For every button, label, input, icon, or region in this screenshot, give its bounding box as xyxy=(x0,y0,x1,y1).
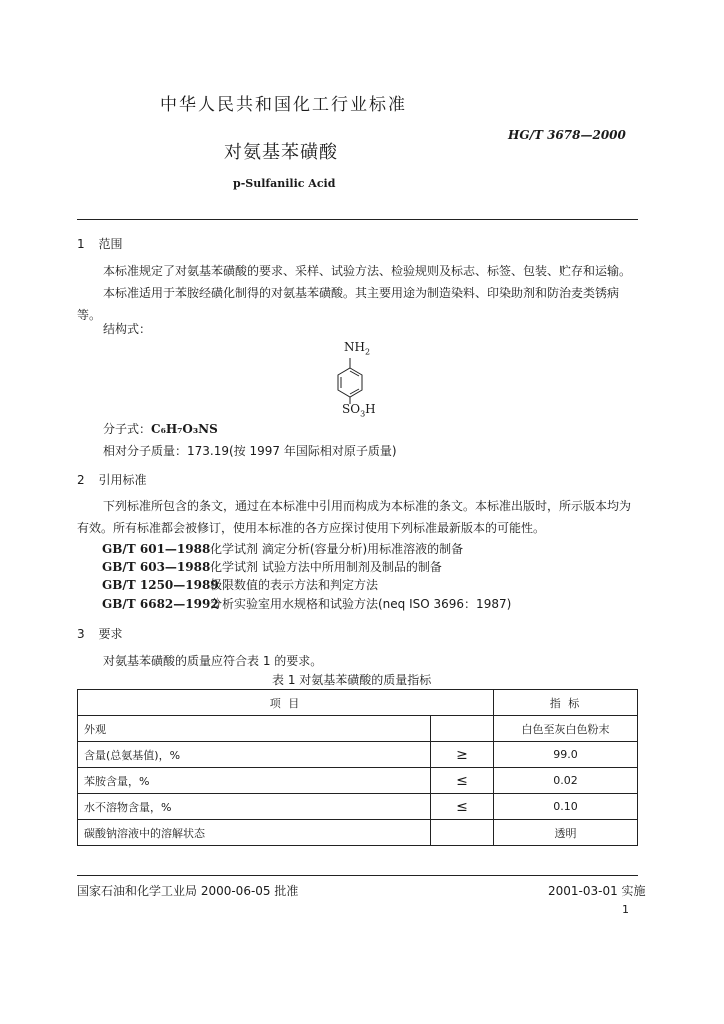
quality-table xyxy=(77,689,638,846)
table-cell-symbol: ≤ xyxy=(431,768,494,794)
table-cell-value: 白色至灰白色粉末 xyxy=(494,716,638,742)
reference-item xyxy=(102,576,378,593)
page-number: 1 xyxy=(622,903,629,916)
section3-title: 要求 xyxy=(98,627,123,641)
section2-para: 下列标准所包含的条文，通过在本标准中引用而构成为本标准的条文。本标准出版时，所示版本均为有效。所有标准都会被修订，使用本标准的各方应探讨使用下列标准最新版本的可能性。 xyxy=(77,499,632,535)
footer-rule xyxy=(77,875,638,876)
section3-number: 3 xyxy=(77,627,85,641)
section3-para: 对氨基苯磺酸的质量应符合表 1 的要求。 xyxy=(103,654,323,668)
reference-title: 化学试剂 试验方法中所用制剂及制品的制备 xyxy=(210,560,442,574)
table-cell-value: 透明 xyxy=(494,820,638,846)
document-title-en: p-Sulfanilic Acid xyxy=(233,177,336,190)
section3-heading xyxy=(77,625,122,642)
table-caption: 表 1 对氨基苯磺酸的质量指标 xyxy=(272,673,432,687)
section2-title: 引用标准 xyxy=(98,473,147,487)
header-rule xyxy=(77,219,638,220)
table-header-row xyxy=(78,690,638,716)
table-row xyxy=(78,742,638,768)
reference-item xyxy=(102,558,442,575)
table-cell-value: 0.10 xyxy=(494,794,638,820)
reference-title: 极限数值的表示方法和判定方法 xyxy=(210,578,379,592)
table-cell-item: 外观 xyxy=(78,716,431,742)
table-cell-item: 含量(总氨基值)，% xyxy=(78,742,431,768)
table-cell-item: 水不溶物含量，% xyxy=(78,794,431,820)
section2-number: 2 xyxy=(77,473,85,487)
section1-number: 1 xyxy=(77,237,85,251)
structural-formula xyxy=(336,340,386,420)
amino-group-subscript: 2 xyxy=(364,347,371,357)
table-header-item: 项 目 xyxy=(78,690,494,716)
sulfonic-group-subscript: 3 xyxy=(360,409,366,419)
table-cell-symbol xyxy=(431,716,494,742)
section1-para1: 本标准规定了对氨基苯磺酸的要求、采样、试验方法、检验规则及标志、标签、包装、贮存和运输。 xyxy=(103,264,632,278)
molecular-formula-line xyxy=(103,420,218,437)
document-title-cn: 对氨基苯磺酸 xyxy=(224,142,338,163)
sulfonic-group-tail: H xyxy=(365,402,376,416)
reference-title: 分析实验室用水规格和试验方法(neq ISO 3696：1987) xyxy=(210,597,512,611)
table-cell-symbol xyxy=(431,820,494,846)
table-row xyxy=(78,716,638,742)
reference-code: GB/T 603—1988 xyxy=(102,560,211,574)
table-header-value: 指 标 xyxy=(494,690,638,716)
table-cell-item: 碳酸钠溶液中的溶解状态 xyxy=(78,820,431,846)
section2-heading xyxy=(77,471,146,488)
table-cell-symbol: ≤ xyxy=(431,794,494,820)
reference-code: GB/T 601—1988 xyxy=(102,542,211,556)
section1-title: 范围 xyxy=(98,237,123,251)
implementation-date: 2001-03-01 实施 xyxy=(548,884,646,898)
section1-para2: 本标准适用于苯胺经磺化制得的对氨基苯磺酸。其主要用途为制造染料、印染助剂和防治麦类锈病等。 xyxy=(77,286,620,322)
reference-code: GB/T 6682—1992 xyxy=(102,597,219,611)
standard-org-title: 中华人民共和国化工行业标准 xyxy=(160,95,407,115)
section1-heading xyxy=(77,235,122,252)
sulfonic-group-label xyxy=(342,402,376,418)
table-cell-item: 苯胺含量，% xyxy=(78,768,431,794)
sulfonic-group-text: SO xyxy=(342,402,361,416)
table-cell-value: 99.0 xyxy=(494,742,638,768)
reference-code: GB/T 1250—1989 xyxy=(102,578,219,592)
formula-label: 分子式： xyxy=(103,422,152,436)
table-row xyxy=(78,768,638,794)
reference-item xyxy=(102,595,511,612)
structure-label: 结构式： xyxy=(103,322,152,336)
table-cell-symbol: ≥ xyxy=(431,742,494,768)
amino-group-text: NH xyxy=(344,340,365,354)
reference-item xyxy=(102,540,463,557)
approval-note: 国家石油和化学工业局 2000-06-05 批准 xyxy=(77,884,299,898)
standard-number: HG/T 3678—2000 xyxy=(508,128,626,142)
table-row xyxy=(78,820,638,846)
table-cell-value: 0.02 xyxy=(494,768,638,794)
molecular-formula: C₆H₇O₃NS xyxy=(151,422,218,436)
reference-title: 化学试剂 滴定分析(容量分析)用标准溶液的制备 xyxy=(210,542,464,556)
table-row xyxy=(78,794,638,820)
molecular-mass: 相对分子质量：173.19(按 1997 年国际相对原子质量) xyxy=(103,444,397,458)
